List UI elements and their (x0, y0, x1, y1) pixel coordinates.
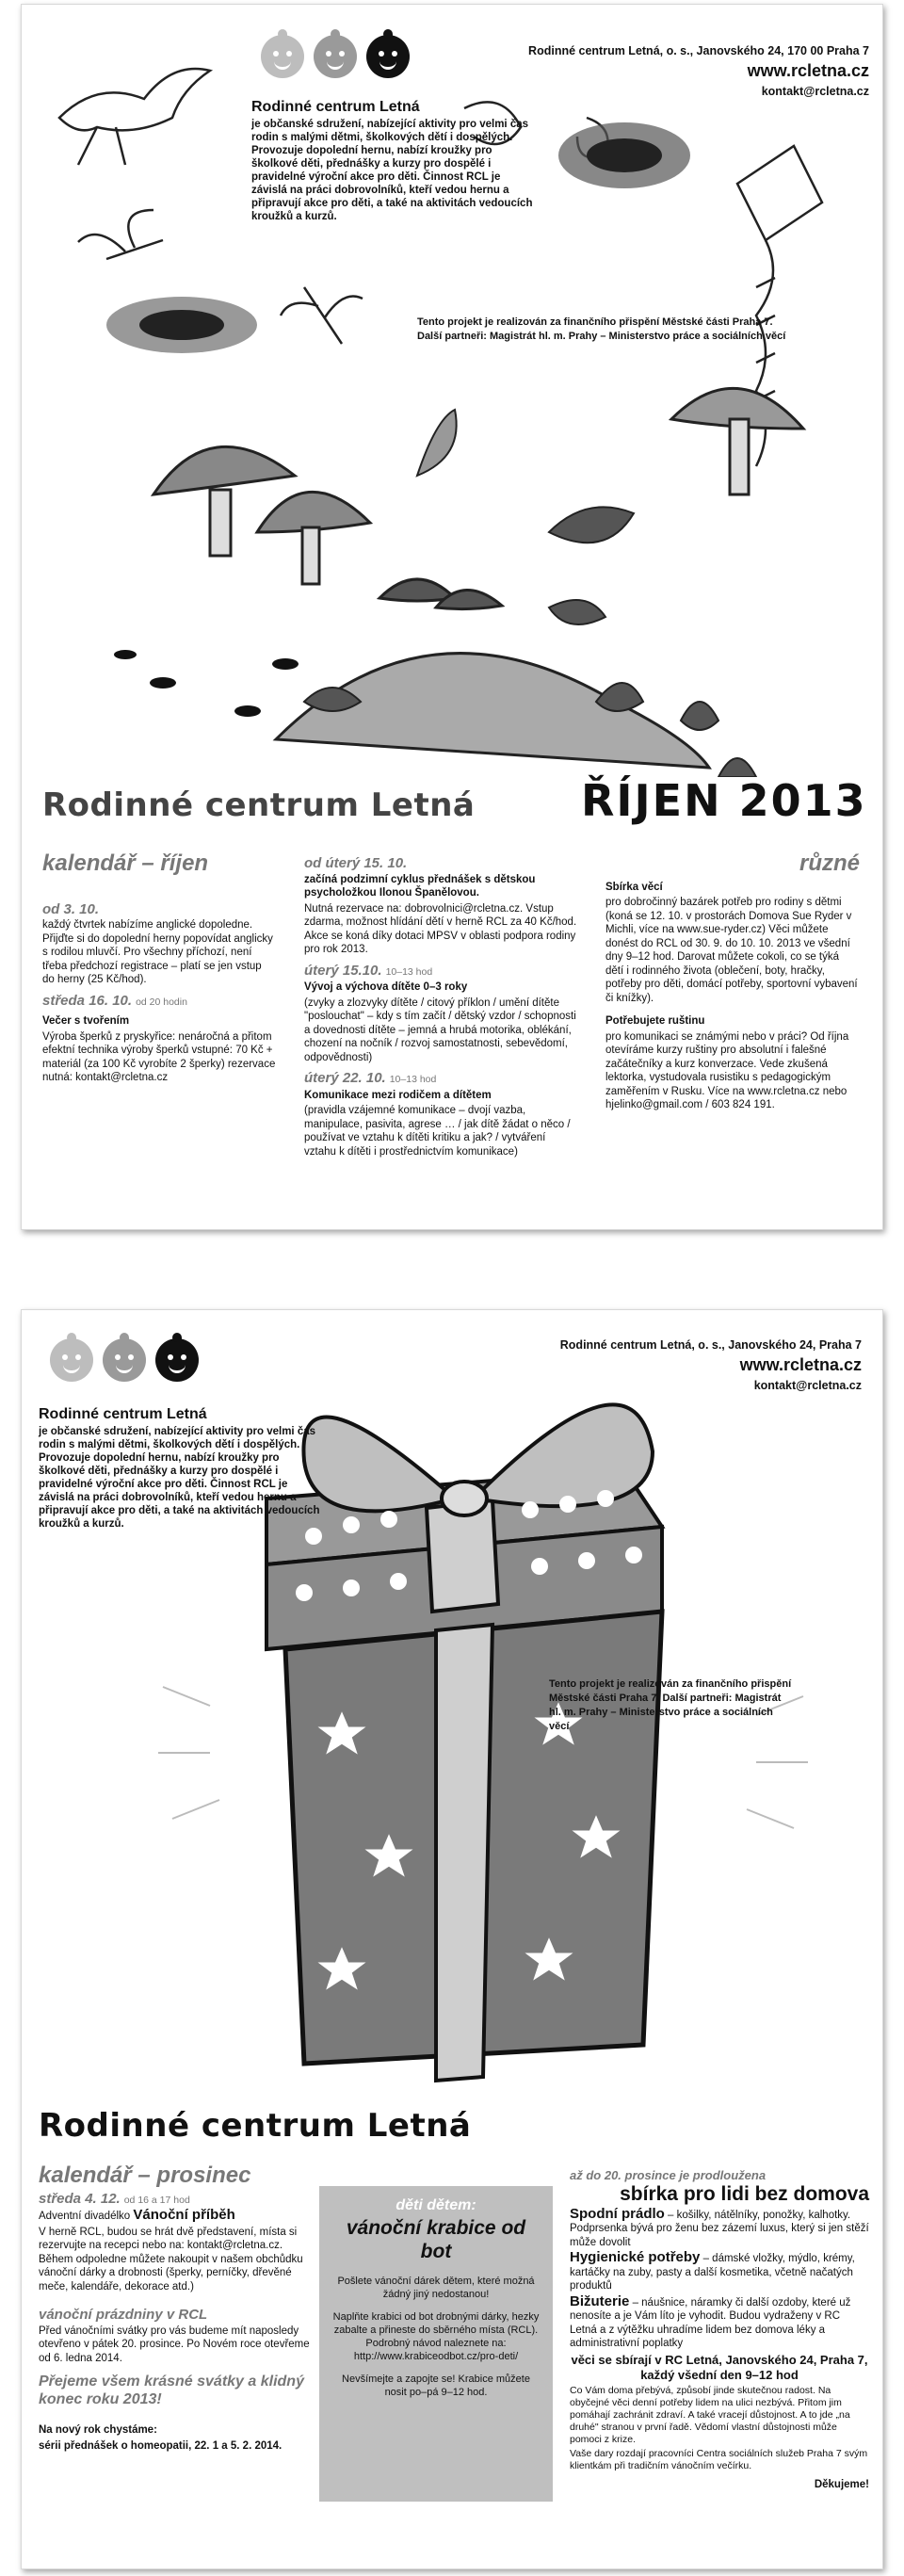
box-text: Pošlete vánoční dárek dětem, které možná žádný jiný nedostanou! (337, 2276, 535, 2300)
event-date-text: středa 16. 10. (42, 992, 133, 1009)
org-intro: je občanské sdružení, nabízející aktivity pro velmi čas rodin s malými dětmi, školkových dětí i dospělých. Provozuje dopolední hernu, nabízí kroužky pro školkové děti, přednášky a kurzy pro dospělé i pravidelné výroční akce pro děti. Činnost RCL je závislá na práci dobrovolníků, kteří vedou hernu a připravují akce pro děti, a také na aktivitách vedoucích kroužků a kurzů. (39, 1426, 320, 1530)
event-text: (zvyky a zlozvyky dítěte / citový příklon / umění dítěte "poslouchat" – kdy s tím začít / dětský vzdor / schopnosti a dovednosti dítěte – jemná a hrubá motorika, oblékání, chození na nočník / rozvoj samostatnosti, sebevědomí, odpovědnosti) (304, 996, 576, 1063)
face-icon (50, 1338, 93, 1382)
event-lead (39, 2209, 312, 2224)
org-name: Rodinné centrum Letná (39, 1406, 207, 1422)
collection-place: věci se sbírají v RC Letná, Janovského 24, Praha 7, každý všední den 9–12 hod (571, 2352, 868, 2382)
event-label: Komunikace mezi rodičem a dítětem (304, 1089, 492, 1101)
event-text: Nutná rezervace na: dobrovolnici@rcletna.cz. Vstup zdarma, možnost hlídání dětí v herně RCL za 40 Kč/hod. Akce se koná díky dotaci MPSV v oblasti podpora rodiny pro rok 2013. (304, 902, 577, 955)
event-time: 10–13 hod (389, 1074, 437, 1085)
collection-title: sbírka pro lidi bez domova (620, 2182, 869, 2205)
event-lead-text: Adventní divadélko (39, 2211, 131, 2222)
address: Rodinné centrum Letná, o. s., Janovského 24, 170 00 Praha 7 (528, 44, 869, 57)
face-icon (261, 35, 304, 78)
event-label: Vývoj a výchova dítěte 0–3 roky (304, 981, 468, 993)
email-link[interactable]: kontakt@rcletna.cz (761, 85, 869, 98)
contact-block (466, 1338, 862, 1392)
collection-lead: až do 20. prosince je prodloužena (570, 2168, 767, 2182)
website-link[interactable]: www.rcletna.cz (739, 1355, 862, 1374)
org-name: Rodinné centrum Letná (251, 99, 420, 115)
greeting: Přejeme všem krásné svátky a klidný konec roku 2013! (39, 2373, 304, 2407)
event-label: Večer s tvořením (42, 1015, 130, 1027)
project-funding-note (417, 316, 860, 344)
event-date-text: středa 4. 12. (39, 2190, 121, 2207)
event-date (304, 1072, 577, 1087)
item-label: Sbírka věcí (605, 881, 663, 893)
event-date (304, 964, 577, 980)
event-label: Vánoční příběh (133, 2207, 235, 2223)
newsletter-page-october (21, 4, 883, 1230)
calendar-heading: kalendář – prosinec (39, 2163, 251, 2188)
contact-block (455, 44, 869, 98)
calendar-december-column (39, 2163, 312, 2453)
org-intro: je občanské sdružení, nabízející aktivity pro velmi čas rodin s malými dětmi, školkových dětí i dospělých. Provozuje dopolední hernu, nabízí kroužky pro školkové děti, přednášky a kurzy pro dospělé i pravidelné výroční akce pro děti. Činnost RCL je závislá na práci dobrovolníků, kteří vedou hernu a připravují akce pro děti, a také na aktivitách vedoucích kroužků a kurzů. (251, 119, 533, 222)
newsletter-page-december (21, 1309, 883, 2569)
project-funding-note: Tento projekt je realizován za finančního přispění Městské části Praha 7. Další partneři: Magistrát hl. m. Prahy – Ministerstvo práce a sociálních věcí (549, 1678, 792, 1732)
item-label: Potřebujete ruštinu (605, 1015, 705, 1027)
logo-faces (261, 35, 410, 78)
section-text: sérii přednášek o homeopatii, 22. 1 a 5. 2. 2014. (39, 2439, 282, 2452)
newsletter-title: Rodinné centrum Letná (42, 786, 476, 824)
box-text: Naplňte krabici od bot drobnými dárky, hezky zabalte a přineste do sběrného místa (RCL). Podrobný návod naleznete na: http://www.krabiceodbot.cz/pro-deti/ (332, 2311, 540, 2362)
collection-text: Vaše dary rozdají pracovníci Centra sociálních služeb Praha 7 svým klientkám při tradičním vánočním večírku. (570, 2447, 868, 2471)
logo-faces (42, 1331, 206, 1389)
section-text: Před vánočními svátky pro vás budeme mít naposledy otevřeno v pátek 20. prosince. Po Novém roce otevřeme od 6. ledna 2014. (39, 2325, 310, 2364)
collection-text: Co Vám doma přebývá, způsobí jinde skutečnou radost. Na obyčejné věci denní potřeby lidem na ulici nezbývá. Přitom jim pomáhají zachránit zdraví. A také vracejí důstojnost. A to jde „na druhé" stranou v první řadě. Vědomí vlastní důstojnosti může pomoci z krize. (570, 2384, 850, 2445)
lectures-column (304, 857, 577, 1158)
newsletter-title: Rodinné centrum Letná (39, 2107, 472, 2145)
event-text: V herně RCL, budou se hrát dvě představení, místa si rezervujte na recepci nebo na: kontakt@rcletna.cz. Během odpoledne můžete nakoupit v našem obchůdku vánoční dárky a drobnosti (šperky, perníčky, dřevěné meče, kalendáře, dekorace atd.) (39, 2226, 303, 2292)
event-date: od 3. 10. (42, 900, 100, 917)
collection-item-text: – dámské vložky, mýdlo, krémy, kartáčky na zuby, pasty a další kosmetika, včetně načatých produktů (570, 2253, 855, 2292)
face-icon (314, 35, 357, 78)
collection-item-text: – košilky, nátělníky, ponožky, kalhotky. Podprsenka bývá pro ženu bez zázemí luxus, který si jen stěží může dovolit (570, 2209, 869, 2248)
item-text: pro komunikaci se známými nebo v práci? Od října otevíráme kurzy ruštiny pro absolutní i falešné začátečníky a kurz konverzace. Vede zkušená lektorka, vystudovala rusistiku s pedagogickým zaměřením v Rusku. Více na www.rcletna.cz nebo hjelinko@gmail.com / 603 824 191. (605, 1030, 849, 1110)
section-label: Na nový rok chystáme: (39, 2424, 157, 2436)
event-label: začíná podzimní cyklus přednášek s dětskou psycholožkou Ilonou Španělovou. (304, 873, 536, 899)
email-link[interactable]: kontakt@rcletna.cz (753, 1379, 862, 1392)
collection-item (570, 2251, 869, 2293)
shoebox-campaign-box (319, 2186, 553, 2502)
project-line: Tento projekt je realizován za finančního přispění Městské části Praha 7. (417, 316, 773, 328)
month-title: ŘÍJEN 2013 (581, 775, 867, 826)
event-date (42, 992, 276, 1010)
event-date-text: úterý 22. 10. (304, 1070, 386, 1086)
website-link[interactable]: www.rcletna.cz (747, 61, 869, 80)
collection-column (570, 2169, 869, 2491)
face-icon (103, 1338, 146, 1382)
event-date-text: úterý 15.10. (304, 962, 382, 979)
box-title: vánoční krabice od bot (346, 2217, 526, 2262)
event-text: každý čtvrtek nabízíme anglické dopoledne. Přijďte si do dopolední herny popovídat anglicky s rodilou mluvčí. Pro všechny příchozí, není třeba předchozí registrace – platí se jen vstup do herny (25 Kč/hod). (42, 919, 273, 985)
misc-heading: různé (799, 851, 860, 876)
project-line: Další partneři: Magistrát hl. m. Prahy – Ministerstvo práce a sociálních věcí (417, 331, 786, 342)
item-text: pro dobročinný bazárek potřeb pro rodiny s dětmi (koná se 12. 10. v prostorách Domova Sue Ryder v Michli, více na www.sue-ryder.cz) Věci můžete donést do RCL od 30. 9. do 10. 10. 2013 ve všední dny 9–12 hod. Darovat můžete cokoli, co se týká dětí i rodinného života (oblečení, boty, hračky, potřeby pro děti, domácí potřeby, sportovní vybavení či knížky). (605, 897, 858, 1004)
collection-item-label: Bižuterie (570, 2292, 630, 2309)
box-kicker: děti dětem: (396, 2197, 476, 2213)
event-time: 10–13 hod (385, 965, 433, 978)
event-date (39, 2190, 312, 2208)
event-date: od úterý 15. 10. (304, 855, 408, 871)
misc-column (605, 851, 860, 1112)
event-text: Výroba šperků z pryskyřice: nenáročná a přitom efektní technika výroby šperků vstupné: 70 Kč + materiál (za 100 Kč vyrobíte 2 šperky) rezervace nutná: kontakt@rcletna.cz (42, 1030, 276, 1083)
collection-item (570, 2292, 869, 2351)
face-icon (366, 35, 410, 78)
event-time: od 16 a 17 hod (123, 2194, 190, 2206)
calendar-october-column (42, 851, 276, 1085)
thanks: Děkujeme! (814, 2478, 869, 2490)
section-title: vánoční prázdniny v RCL (39, 2307, 208, 2323)
calendar-heading: kalendář – říjen (42, 851, 209, 876)
event-text: (pravidla vzájemné komunikace – dvojí vazba, manipulace, pasivita, agrese … / jak dítě žádat o něco / používat ve vztahu k dítěti kritiku a jak? / vytváření vztahu k dítěti i prostřednictvím komunikace) (304, 1105, 571, 1158)
collection-item-text: – náušnice, náramky či další ozdoby, které už nenosíte a je Vám líto je vyhodit. Budou vydraženy v RC Letná a z výtěžku uhradíme lidem bez domova léky a administrativní poplatky (570, 2296, 851, 2349)
collection-item-label: Hygienické potřeby (570, 2249, 701, 2265)
address: Rodinné centrum Letná, o. s., Janovského 24, Praha 7 (559, 1338, 862, 1352)
collection-item-label: Spodní prádlo (570, 2205, 665, 2222)
face-icon (155, 1338, 199, 1382)
box-text: Nevšímejte a zapojte se! Krabice můžete nosit po–pá 9–12 hod. (342, 2373, 530, 2398)
event-time: od 20 hodin (136, 996, 187, 1008)
collection-item (570, 2205, 869, 2250)
